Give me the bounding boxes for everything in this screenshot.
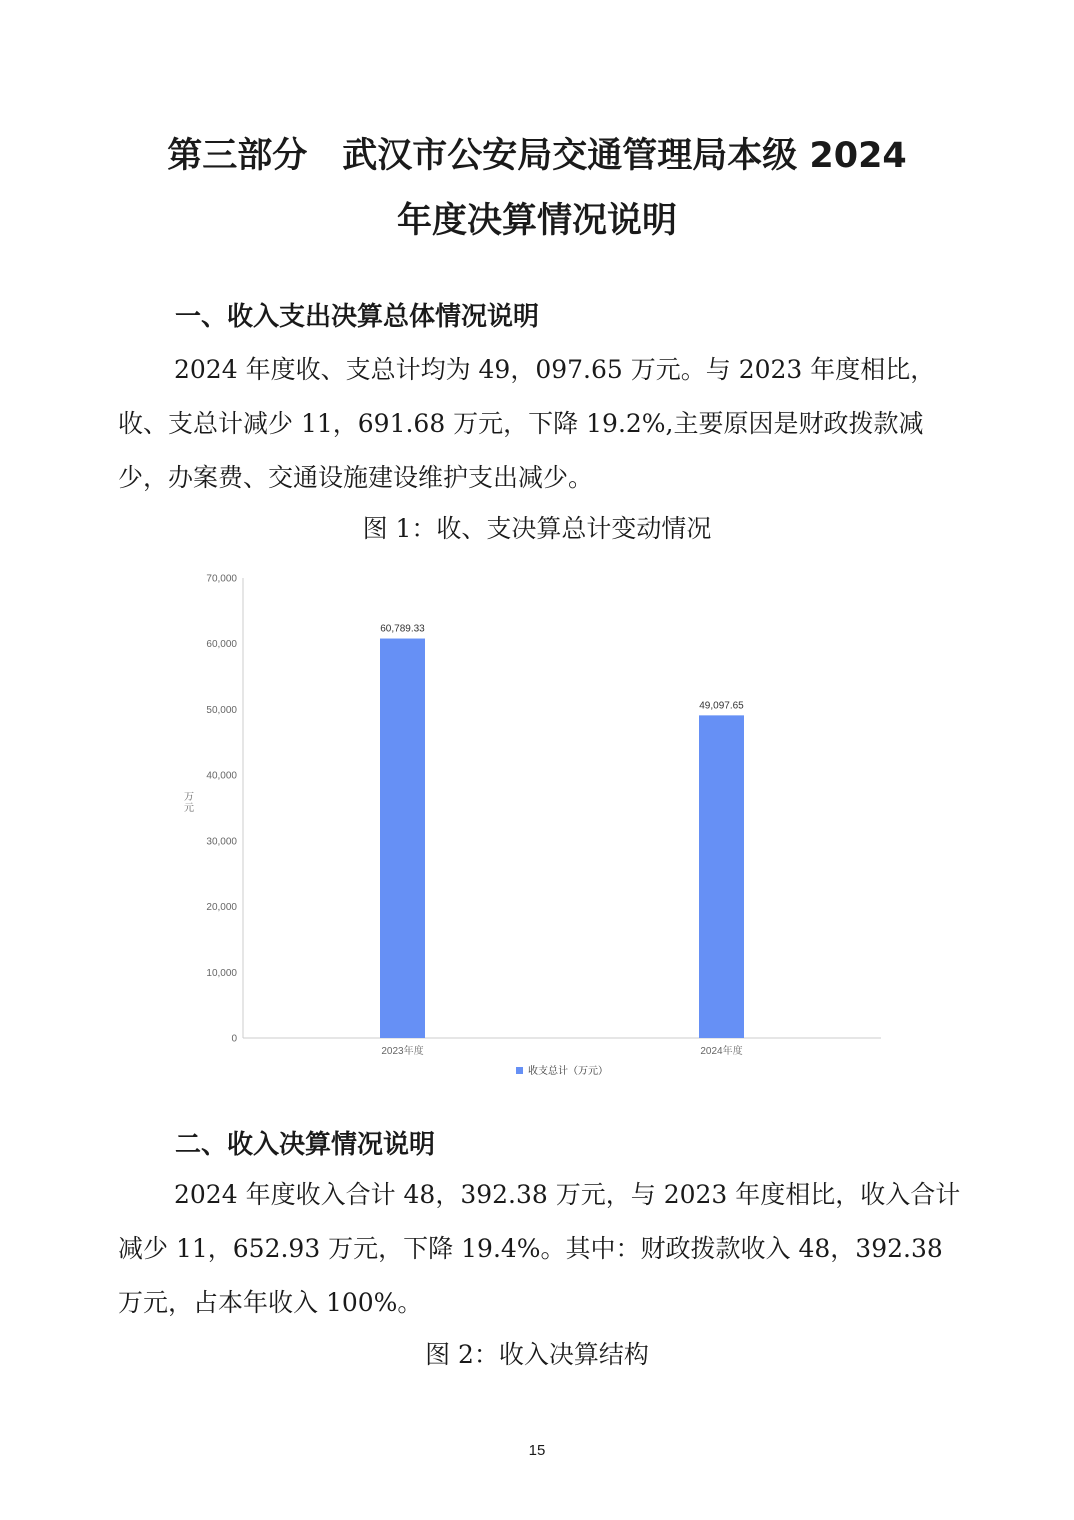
legend-label: 收支总计（万元） (528, 1066, 608, 1077)
y-tick-label: 10,000 (206, 967, 237, 979)
y-tick-label: 20,000 (206, 902, 237, 914)
y-tick-label: 0 (231, 1033, 237, 1045)
y-tick-label: 70,000 (206, 573, 237, 585)
y-tick-label: 60,000 (206, 639, 237, 651)
y-tick-label: 30,000 (206, 836, 237, 848)
y-tick-label: 40,000 (206, 770, 237, 782)
page-title-line-1: 第三部分 武汉市公安局交通管理局本级 2024 (167, 136, 907, 176)
legend-swatch (516, 1067, 523, 1074)
page-title-line-2: 年度决算情况说明 (396, 201, 677, 241)
y-axis-label: 万元 (184, 792, 194, 814)
bar-1 (380, 639, 425, 1038)
x-tick-label: 2023年度 (381, 1046, 424, 1057)
bar-2 (699, 715, 744, 1038)
figure-1-bar-chart (170, 565, 910, 1090)
section-1-text: 2024 年度收、支总计均为 49，097.65 万元。与 2023 年度相比，收、支总计减少 11，691.68 万元，下降 19.2%,主要原因是财政拨款减少，办案费、交通设施建设维护支出减少。 (118, 355, 936, 492)
section-2-paragraph (118, 1168, 963, 1330)
figure-2-caption: 图 2：收入决算结构 (425, 1340, 649, 1369)
bar-data-label: 60,789.33 (380, 623, 425, 635)
x-tick-label: 2024年度 (700, 1046, 743, 1057)
y-tick-label: 50,000 (206, 704, 237, 716)
section-1-heading: 一、收入支出决算总体情况说明 (175, 302, 540, 332)
bar-data-label: 49,097.65 (699, 700, 744, 712)
page-number: 15 (528, 1442, 546, 1459)
section-2-text: 2024 年度收入合计 48，392.38 万元，与 2023 年度相比，收入合计减少 11，652.93 万元，下降 19.4%。其中：财政拨款收入 48，392.38 万元，占本年收入 100%。 (118, 1180, 961, 1317)
figure-1-caption: 图 1：收、支决算总计变动情况 (362, 514, 712, 543)
section-2-heading: 二、收入决算情况说明 (175, 1130, 436, 1160)
section-1-paragraph (118, 343, 963, 505)
